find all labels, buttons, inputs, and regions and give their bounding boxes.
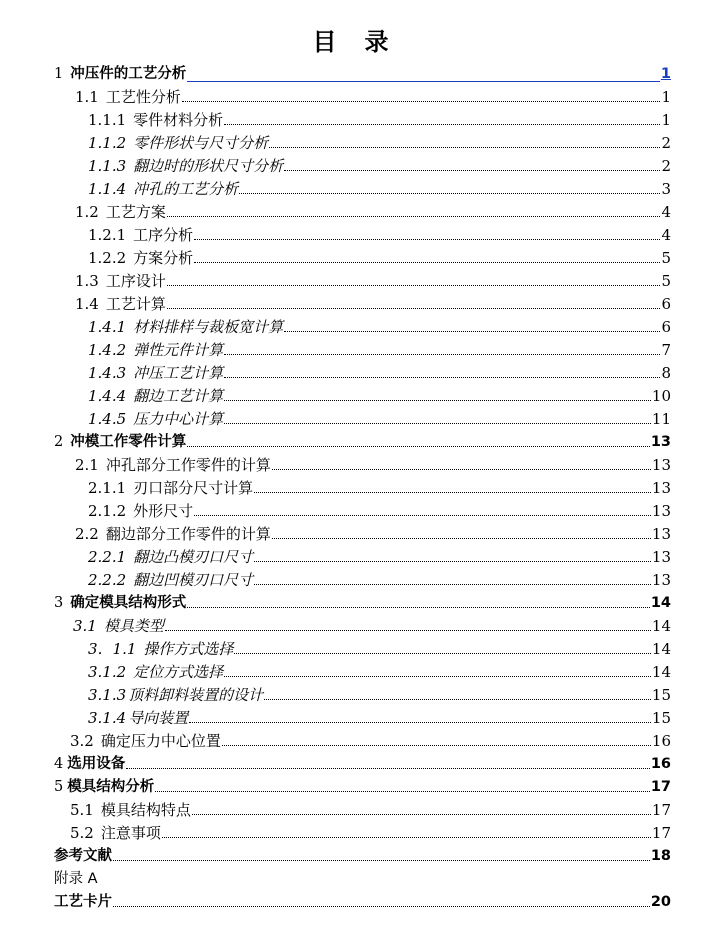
toc-title: 参考文献 xyxy=(54,848,112,864)
toc-leader xyxy=(284,330,660,332)
toc-leader xyxy=(224,376,660,378)
toc-leader xyxy=(194,238,660,240)
toc-leader xyxy=(224,353,660,355)
toc-page: 17 xyxy=(650,779,671,795)
toc-entry-1-1-1[interactable] xyxy=(88,107,671,129)
toc-number: 3.2 xyxy=(70,732,94,750)
toc-entry-1-3[interactable] xyxy=(75,268,671,290)
toc-title: 外形尺寸 xyxy=(133,502,194,520)
toc-entry-3-1-2[interactable] xyxy=(88,659,671,681)
toc-number: 1.4 xyxy=(75,295,99,313)
toc-entry-2-2-2[interactable] xyxy=(88,567,671,589)
toc-number: 2.2.2 xyxy=(88,571,127,589)
toc-entry-references[interactable] xyxy=(54,843,671,865)
toc-number: 4 xyxy=(54,756,64,772)
toc-page: 2 xyxy=(661,134,671,152)
toc-title: 选用设备 xyxy=(67,756,126,772)
toc-entry-3[interactable] xyxy=(54,590,671,612)
toc-number: 3 xyxy=(54,595,64,611)
toc-entry-1-4[interactable] xyxy=(75,291,671,313)
toc-leader xyxy=(113,859,650,861)
toc-entry-3-1-1[interactable] xyxy=(88,636,671,658)
toc-number: 1.1.1 xyxy=(88,111,127,129)
toc-leader xyxy=(126,767,650,769)
toc-title: 翻边凹模刃口尺寸 xyxy=(133,571,254,589)
toc-number: 2.1 xyxy=(75,456,99,474)
toc-leader xyxy=(254,583,651,585)
toc-entry-1-4-1[interactable] xyxy=(88,314,671,336)
toc-entry-2[interactable] xyxy=(54,429,671,451)
toc-page: 1 xyxy=(661,111,671,129)
toc-leader xyxy=(194,514,651,516)
toc-title: 确定模具结构形式 xyxy=(70,595,187,611)
toc-entry-process-card[interactable] xyxy=(54,889,671,911)
toc-entry-1-1-3[interactable] xyxy=(88,153,671,175)
toc-number: 1.4.4 xyxy=(88,387,127,405)
toc-page: 17 xyxy=(651,801,671,819)
toc-entry-2-1-1[interactable] xyxy=(88,475,671,497)
toc-page: 5 xyxy=(661,249,671,267)
toc-title: 压力中心计算 xyxy=(133,410,224,428)
toc-title: 翻边工艺计算 xyxy=(133,387,224,405)
toc-entry-3-1[interactable] xyxy=(73,613,671,635)
toc-title: 附录 A xyxy=(54,871,98,887)
toc-number: 1.3 xyxy=(75,272,99,290)
toc-leader xyxy=(284,169,660,171)
toc-page: 13 xyxy=(651,571,671,589)
toc-number: 2 xyxy=(54,434,64,450)
toc-page: 3 xyxy=(661,180,671,198)
toc-leader xyxy=(167,215,661,217)
toc-page: 4 xyxy=(661,203,671,221)
toc-entry-5-2[interactable] xyxy=(70,820,671,842)
toc-title: 模具类型 xyxy=(103,617,164,635)
toc-entry-1-1[interactable] xyxy=(75,84,671,106)
toc-title: 冲模工作零件计算 xyxy=(70,434,187,450)
toc-leader xyxy=(234,652,650,654)
toc-leader xyxy=(224,422,651,424)
toc-title: 模具结构特点 xyxy=(100,801,191,819)
toc-title: 导向装置 xyxy=(128,709,189,727)
toc-entry-2-1-2[interactable] xyxy=(88,498,671,520)
toc-leader xyxy=(162,836,651,838)
toc-page: 18 xyxy=(650,848,671,864)
toc-number: 1.1.3 xyxy=(88,157,127,175)
toc-entry-2-2-1[interactable] xyxy=(88,544,671,566)
toc-number: 1.4.3 xyxy=(88,364,127,382)
toc-title: 翻边时的形状尺寸分析 xyxy=(133,157,284,175)
toc-title: 确定压力中心位置 xyxy=(100,732,221,750)
toc-number: 3．1.1 xyxy=(88,640,137,658)
toc-number: 3.1.2 xyxy=(88,663,127,681)
toc-title: 刃口部分尺寸计算 xyxy=(133,479,254,497)
toc-number: 3.1 xyxy=(73,617,97,635)
title-char-left: 目 xyxy=(312,28,339,56)
toc-title: 冲压件的工艺分析 xyxy=(70,66,187,82)
toc-title: 工艺性分析 xyxy=(105,88,181,106)
toc-number: 1.4.1 xyxy=(88,318,127,336)
toc-number: 2.1.1 xyxy=(88,479,127,497)
toc-number: 1 xyxy=(54,66,64,82)
toc-leader xyxy=(165,629,651,631)
toc-page: 5 xyxy=(661,272,671,290)
toc-entry-3-1-4[interactable] xyxy=(88,705,671,727)
toc-leader xyxy=(224,675,651,677)
toc-entry-5-1[interactable] xyxy=(70,797,671,819)
toc-leader xyxy=(187,80,660,82)
toc-page: 11 xyxy=(651,410,671,428)
toc-title: 工序分析 xyxy=(133,226,194,244)
toc-number: 1.2 xyxy=(75,203,99,221)
toc-title: 工艺卡片 xyxy=(54,894,112,910)
toc-number: 1.2.2 xyxy=(88,249,127,267)
toc-number: 1.1.2 xyxy=(88,134,127,152)
toc-entry-2-2[interactable] xyxy=(75,521,671,543)
toc-number: 5 xyxy=(54,779,64,795)
toc-number: 3.1.3 xyxy=(88,686,127,704)
toc-title: 冲孔的工艺分析 xyxy=(133,180,239,198)
toc-title: 弹性元件计算 xyxy=(133,341,224,359)
toc-entry-1-2[interactable] xyxy=(75,199,671,221)
toc-title: 定位方式选择 xyxy=(133,663,224,681)
toc-title: 材料排样与裁板宽计算 xyxy=(133,318,284,336)
toc-leader xyxy=(187,606,650,608)
toc-number: 1.4.2 xyxy=(88,341,127,359)
toc-leader xyxy=(272,537,651,539)
toc-title: 模具结构分析 xyxy=(67,779,155,795)
toc-page: 15 xyxy=(651,709,671,727)
toc-number: 2.2 xyxy=(75,525,99,543)
toc-page: 14 xyxy=(651,640,671,658)
toc-leader xyxy=(254,491,651,493)
toc-page: 15 xyxy=(651,686,671,704)
toc-page: 1 xyxy=(661,88,671,106)
toc-leader xyxy=(194,261,660,263)
toc-leader xyxy=(189,721,651,723)
toc-entry-1-4-4[interactable] xyxy=(88,383,671,405)
toc-page: 13 xyxy=(651,502,671,520)
toc-page: 16 xyxy=(650,756,671,772)
toc-number: 1.2.1 xyxy=(88,226,127,244)
toc-title: 翻边凸模刃口尺寸 xyxy=(133,548,254,566)
toc-entry-3-1-3[interactable] xyxy=(88,682,671,704)
toc-leader xyxy=(269,146,660,148)
toc-title: 工艺方案 xyxy=(105,203,166,221)
toc-entry-1-1-4[interactable] xyxy=(88,176,671,198)
toc-entry-1-4-2[interactable] xyxy=(88,337,671,359)
toc-leader xyxy=(187,445,650,447)
toc-leader xyxy=(113,905,650,907)
toc-entry-1-4-5[interactable] xyxy=(88,406,671,428)
toc-page: 13 xyxy=(651,456,671,474)
toc-leader xyxy=(224,399,651,401)
toc-page: 16 xyxy=(651,732,671,750)
toc-number: 1.1 xyxy=(75,88,99,106)
toc-entry-appendix-a[interactable] xyxy=(54,866,671,888)
toc-leader xyxy=(167,284,661,286)
toc-leader xyxy=(167,307,661,309)
toc-entry-3-2[interactable] xyxy=(70,728,671,750)
toc-title: 翻边部分工作零件的计算 xyxy=(105,525,271,543)
toc-number: 5.2 xyxy=(70,824,94,842)
toc-page: 14 xyxy=(651,663,671,681)
toc-entry-1[interactable] xyxy=(54,61,671,83)
toc-page: 8 xyxy=(661,364,671,382)
page-title xyxy=(0,22,703,57)
toc-entry-2-1[interactable] xyxy=(75,452,671,474)
toc-leader xyxy=(264,698,651,700)
toc-number: 2.2.1 xyxy=(88,548,127,566)
toc-entry-1-2-1[interactable] xyxy=(88,222,671,244)
toc-page: 6 xyxy=(661,318,671,336)
toc-page: 13 xyxy=(651,548,671,566)
toc-leader xyxy=(224,123,660,125)
toc-number: 2.1.2 xyxy=(88,502,127,520)
toc-leader xyxy=(222,744,651,746)
toc-page: 2 xyxy=(661,157,671,175)
toc-title: 方案分析 xyxy=(133,249,194,267)
toc-page: 7 xyxy=(661,341,671,359)
toc-title: 工艺计算 xyxy=(105,295,166,313)
toc-entry-1-2-2[interactable] xyxy=(88,245,671,267)
toc-title: 零件材料分析 xyxy=(133,111,224,129)
toc-page: 17 xyxy=(651,824,671,842)
toc-title: 冲压工艺计算 xyxy=(133,364,224,382)
toc-page: 4 xyxy=(661,226,671,244)
toc-title: 注意事项 xyxy=(100,824,161,842)
toc-page: 13 xyxy=(651,479,671,497)
toc-page: 1 xyxy=(660,66,671,82)
toc-leader xyxy=(182,100,661,102)
toc-leader xyxy=(192,813,651,815)
toc-title: 顶料卸料装置的设计 xyxy=(128,686,264,704)
toc-page: 14 xyxy=(650,595,671,611)
toc-page: 20 xyxy=(650,894,671,910)
toc-title: 操作方式选择 xyxy=(143,640,234,658)
toc-leader xyxy=(272,468,651,470)
toc-entry-1-4-3[interactable] xyxy=(88,360,671,382)
toc-entry-1-1-2[interactable] xyxy=(88,130,671,152)
toc-leader xyxy=(254,560,651,562)
toc-page: 6 xyxy=(661,295,671,313)
toc-number: 1.1.4 xyxy=(88,180,127,198)
toc-entry-5[interactable] xyxy=(54,774,671,796)
toc-page: 10 xyxy=(651,387,671,405)
toc-title: 工序设计 xyxy=(105,272,166,290)
toc-page: 13 xyxy=(651,525,671,543)
toc-page: 13 xyxy=(650,434,671,450)
toc-leader xyxy=(155,790,650,792)
toc-page: 14 xyxy=(651,617,671,635)
toc-entry-4[interactable] xyxy=(54,751,671,773)
toc-title: 冲孔部分工作零件的计算 xyxy=(105,456,271,474)
toc-leader xyxy=(239,192,660,194)
toc-number: 3.1.4 xyxy=(88,709,127,727)
title-char-right: 录 xyxy=(364,28,391,56)
toc-number: 5.1 xyxy=(70,801,94,819)
toc-number: 1.4.5 xyxy=(88,410,127,428)
toc-title: 零件形状与尺寸分析 xyxy=(133,134,269,152)
